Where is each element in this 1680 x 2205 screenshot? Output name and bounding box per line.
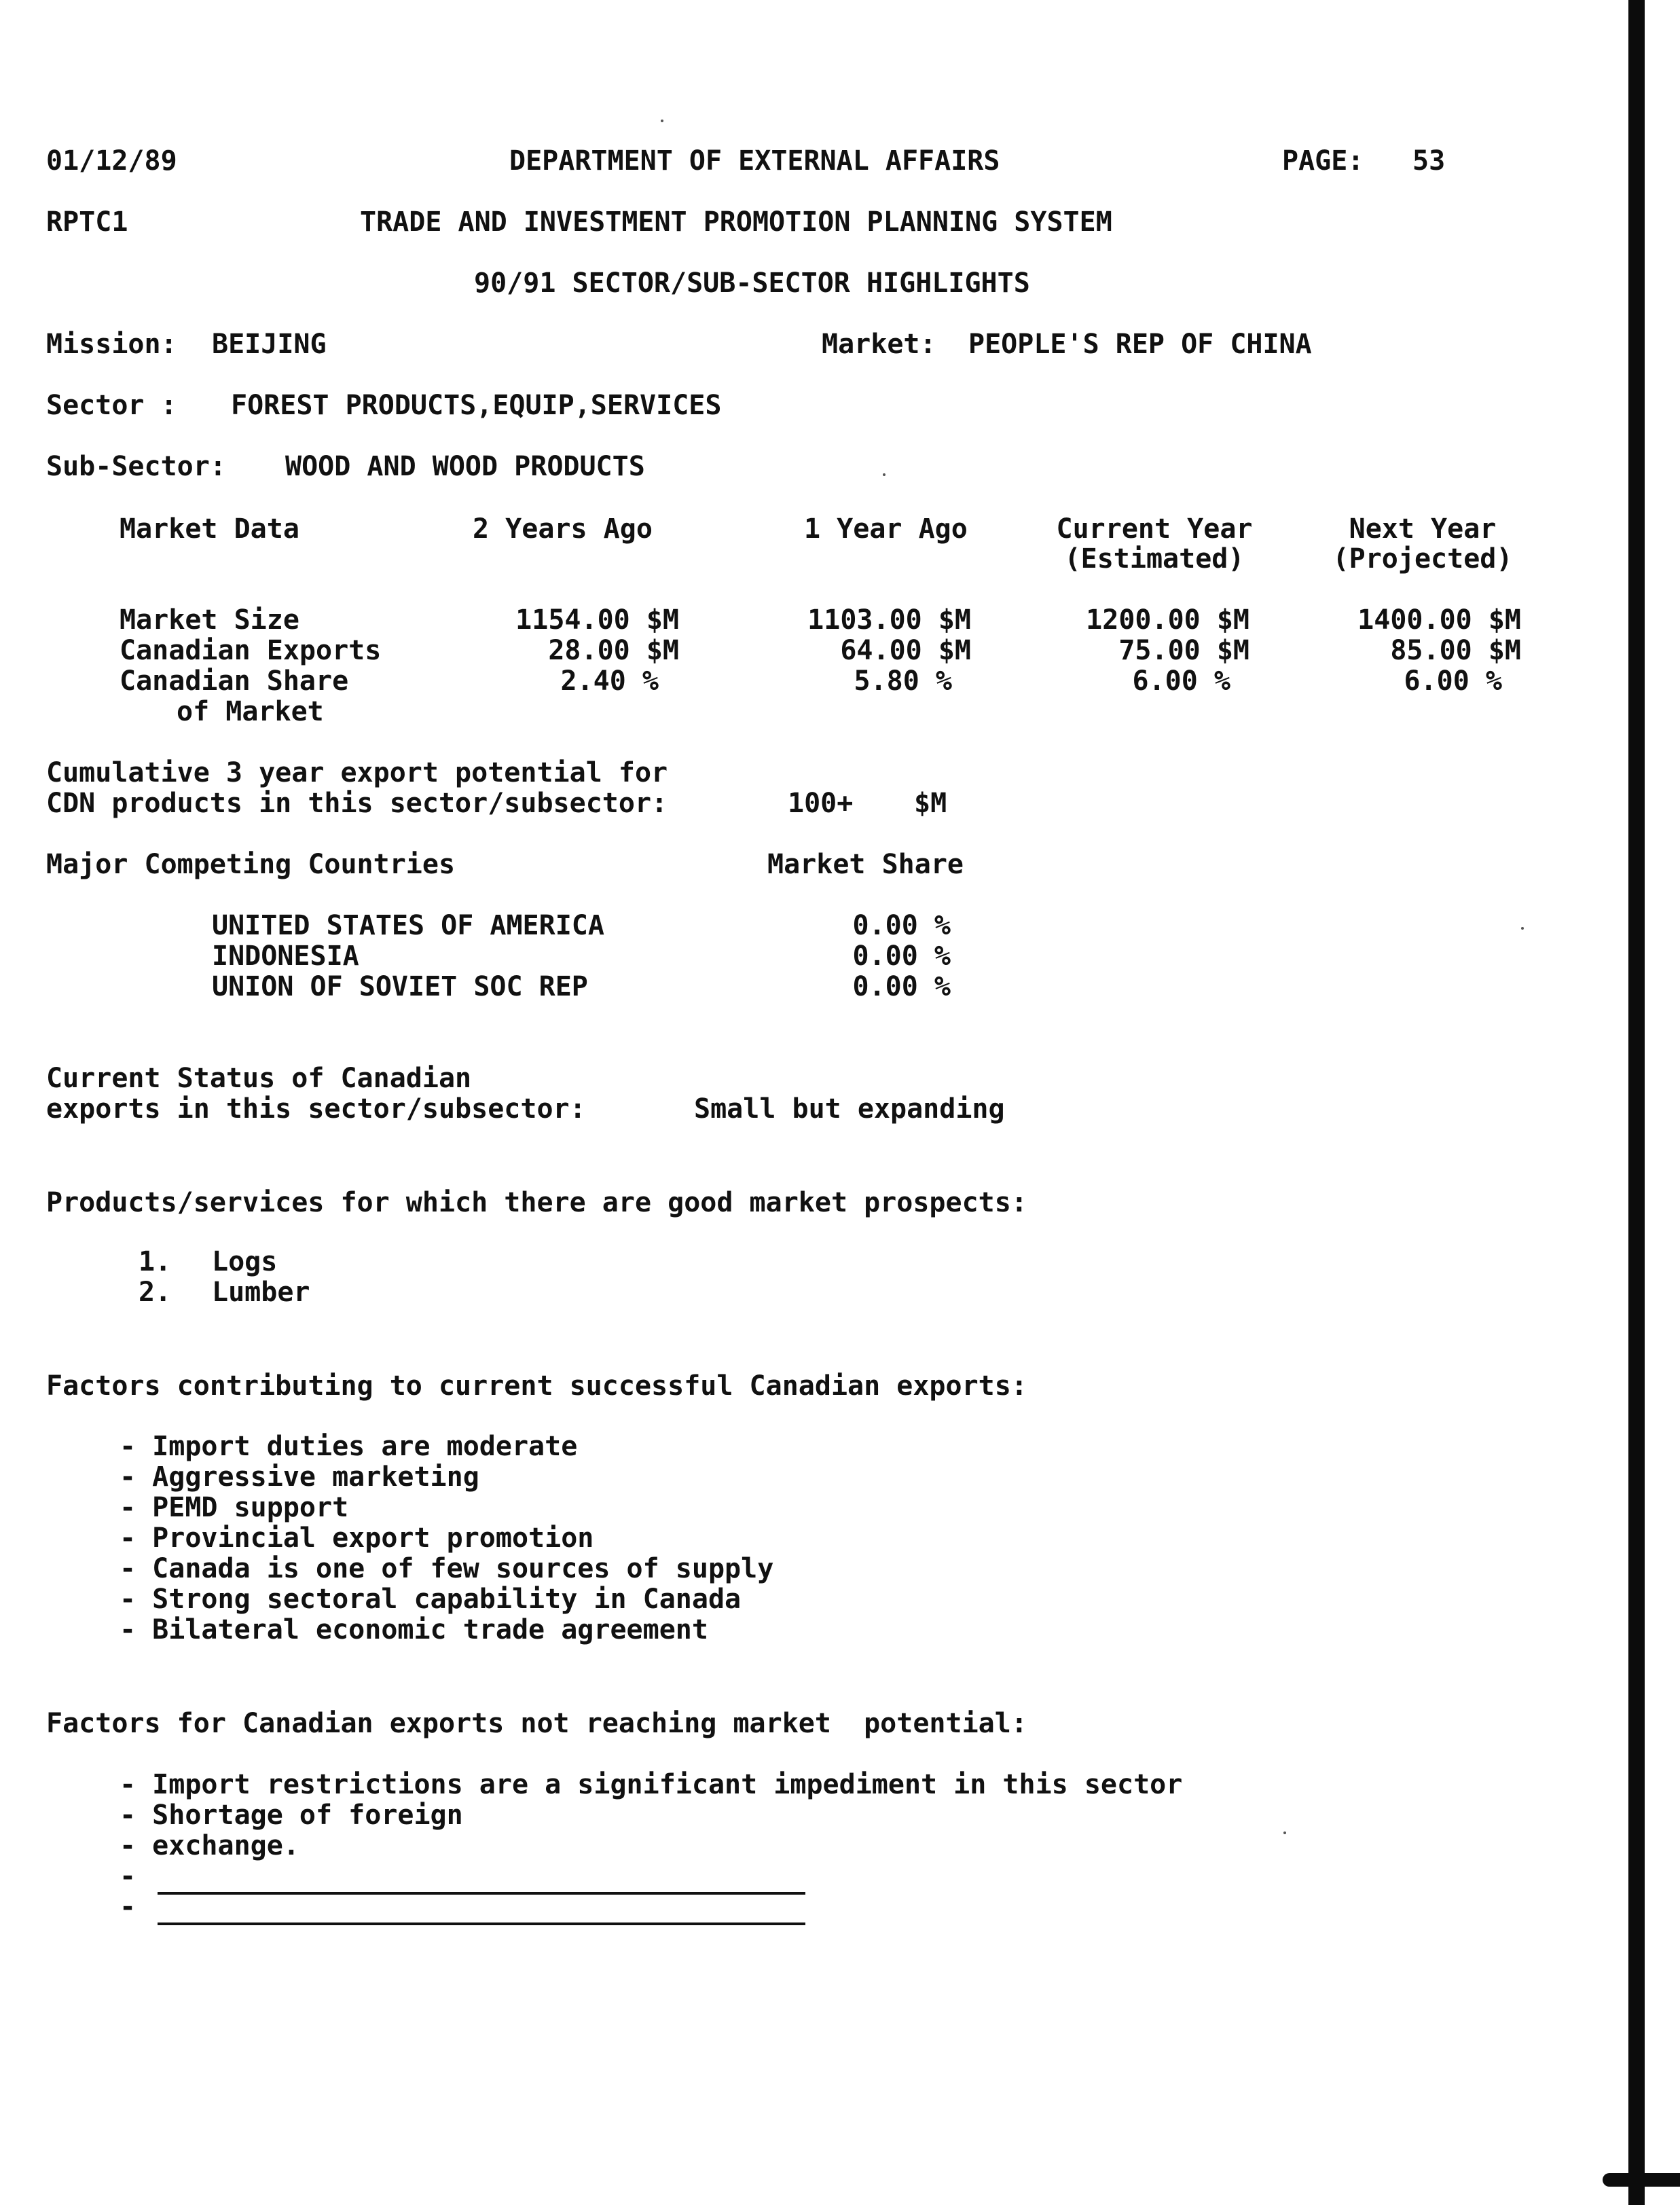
cell-exports-2y: 28.00 $M [548, 635, 679, 666]
cell-market-size-current: 1200.00 $M [1086, 604, 1249, 636]
competitor-country: UNION OF SOVIET SOC REP [212, 971, 588, 1002]
scan-speck [661, 120, 663, 122]
page-edge-foot [1603, 2173, 1680, 2187]
success-factor-item: - PEMD support [120, 1492, 349, 1523]
prospect-number: 2. [139, 1277, 172, 1308]
barrier-factor-item: - Import restrictions are a significant impediment in this sector [120, 1769, 1183, 1800]
prospect-item: Lumber [212, 1277, 310, 1308]
competitor-country: UNITED STATES OF AMERICA [212, 910, 604, 941]
cell-exports-current: 75.00 $M [1118, 635, 1249, 666]
mission-value: BEIJING [212, 329, 327, 360]
prospects-heading: Products/services for which there are good market prospects: [46, 1187, 1027, 1218]
success-factor-item: - Provincial export promotion [120, 1523, 594, 1554]
barrier-factor-item: - [120, 1891, 136, 1922]
sector-value: FOREST PRODUCTS,EQUIP,SERVICES [231, 390, 722, 421]
success-factor-item: - Aggressive marketing [120, 1461, 479, 1493]
col-two-years-ago: 2 Years Ago [473, 513, 653, 545]
success-factor-item: - Strong sectoral capability in Canada [120, 1584, 742, 1615]
row-label-canadian-share: Canadian Share [120, 666, 349, 697]
cell-share-1y: 5.80 % [854, 666, 952, 697]
barrier-factor-item: - exchange. [120, 1830, 299, 1861]
success-factor-item: - Bilateral economic trade agreement [120, 1614, 708, 1645]
competitor-share: 0.00 % [852, 910, 951, 941]
report-date: 01/12/89 [46, 145, 177, 177]
cell-market-size-1y: 1103.00 $M [807, 604, 971, 636]
row-label-canadian-share-cont: of Market [177, 696, 324, 727]
col-next-year: Next Year [1349, 513, 1497, 545]
cumulative-unit: $M [914, 788, 947, 819]
cell-share-2y: 2.40 % [560, 666, 659, 697]
barrier-factor-item: - Shortage of foreign [120, 1800, 463, 1831]
system-title: TRADE AND INVESTMENT PROMOTION PLANNING SYSTEM [360, 206, 1112, 238]
blank-entry-line [158, 1922, 805, 1925]
market-share-heading: Market Share [767, 849, 964, 880]
blank-entry-line [158, 1892, 805, 1895]
scan-speck [1521, 927, 1524, 930]
cumulative-line2: CDN products in this sector/subsector: [46, 788, 668, 819]
success-factor-item: - Canada is one of few sources of supply [120, 1553, 774, 1584]
status-line2: exports in this sector/subsector: [46, 1093, 586, 1125]
scan-speck [1283, 1832, 1286, 1834]
market-value: PEOPLE'S REP OF CHINA [968, 329, 1312, 360]
barrier-factors-heading: Factors for Canadian exports not reaching market potential: [46, 1708, 1027, 1739]
report-title: 90/91 SECTOR/SUB-SECTOR HIGHLIGHTS [474, 268, 1030, 299]
col-one-year-ago: 1 Year Ago [804, 513, 968, 545]
prospect-number: 1. [139, 1246, 172, 1277]
cell-share-current: 6.00 % [1132, 666, 1230, 697]
col-next-year-note: (Projected) [1332, 543, 1513, 575]
col-current-year-note: (Estimated) [1064, 543, 1245, 575]
page-number: 53 [1412, 145, 1446, 177]
page-label: PAGE: [1282, 145, 1364, 177]
competitor-country: INDONESIA [212, 941, 359, 972]
report-code: RPTC1 [46, 206, 128, 238]
cell-market-size-next: 1400.00 $M [1357, 604, 1521, 636]
status-value: Small but expanding [694, 1093, 1005, 1125]
market-data-heading: Market Data [120, 513, 299, 545]
mission-label: Mission: [46, 329, 177, 360]
cell-exports-1y: 64.00 $M [840, 635, 971, 666]
prospect-item: Logs [212, 1246, 278, 1277]
competitor-share: 0.00 % [852, 971, 951, 1002]
page-edge-bar [1628, 0, 1645, 2205]
row-label-market-size: Market Size [120, 604, 299, 636]
col-current-year: Current Year [1056, 513, 1253, 545]
department-name: DEPARTMENT OF EXTERNAL AFFAIRS [509, 145, 1000, 177]
cumulative-value: 100+ [788, 788, 854, 819]
row-label-canadian-exports: Canadian Exports [120, 635, 382, 666]
cell-share-next: 6.00 % [1404, 666, 1502, 697]
success-factor-item: - Import duties are moderate [120, 1431, 578, 1462]
cell-market-size-2y: 1154.00 $M [515, 604, 679, 636]
status-line1: Current Status of Canadian [46, 1063, 472, 1094]
sub-sector-label: Sub-Sector: [46, 451, 226, 482]
competitors-heading: Major Competing Countries [46, 849, 456, 880]
scan-speck [883, 473, 885, 476]
barrier-factor-item: - [120, 1861, 136, 1892]
cell-exports-next: 85.00 $M [1390, 635, 1521, 666]
sector-label: Sector : [46, 390, 177, 421]
competitor-share: 0.00 % [852, 941, 951, 972]
cumulative-line1: Cumulative 3 year export potential for [46, 757, 668, 788]
success-factors-heading: Factors contributing to current successful Canadian exports: [46, 1370, 1027, 1402]
market-label: Market: [822, 329, 936, 360]
sub-sector-value: WOOD AND WOOD PRODUCTS [285, 451, 645, 482]
